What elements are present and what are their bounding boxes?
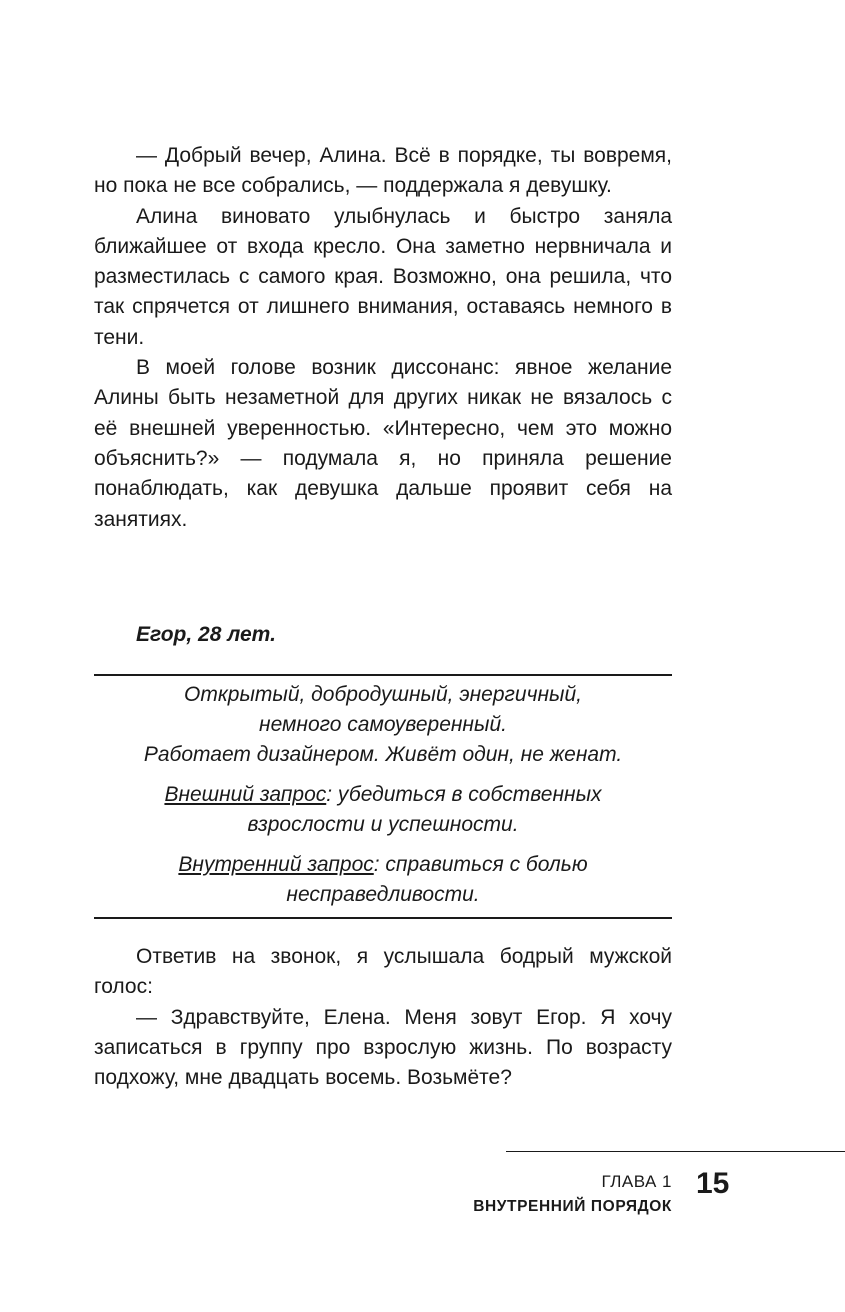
card-top-rule: [94, 674, 672, 676]
top-text: [94, 141, 672, 535]
card-bottom-rule: [94, 917, 672, 919]
character-card: [94, 680, 672, 910]
paragraph: — Добрый вечер, Алина. Всё в порядке, ты вовремя, но пока не все собрались, — поддержала я девушку.: [94, 144, 672, 198]
outer-request-label: Внешний запрос: [164, 783, 327, 806]
outer-request-text: : убедиться в собственных взрослости и успешности.: [247, 783, 602, 836]
inner-request-text: : справиться с болью несправедливости.: [286, 853, 588, 906]
footer-chapter: ГЛАВА 1: [601, 1172, 672, 1191]
card-traits: Открытый, добродушный, энергичный, немного самоуверенный.: [184, 683, 582, 736]
paragraph: — Здравствуйте, Елена. Меня зовут Егор. Я хочу записаться в группу про взрослую жизнь. По возрасту подхожу, мне двадцать восемь. Возьмёте?: [94, 1005, 672, 1090]
card-inner-request: [94, 850, 672, 910]
card-job: Работает дизайнером. Живёт один, не женат.: [143, 743, 623, 766]
card-outer-request: [94, 780, 672, 840]
footer-rule: [506, 1151, 845, 1152]
bottom-text: [94, 942, 672, 1093]
inner-request-label: Внутренний запрос: [178, 853, 374, 876]
page-number: 15: [696, 1167, 730, 1200]
paragraph: Алина виновато улыбнулась и быстро заняла ближайшее от входа кресло. Она заметно нервничала и разместилась с самого края. Возможно, она решила, что так спрячется от лишнего внимания, оставаясь немного в тени.: [94, 204, 672, 349]
paragraph: Ответив на звонок, я услышала бодрый мужской голос:: [94, 945, 672, 999]
footer-chapter-title: ВНУТРЕННИЙ ПОРЯДОК: [473, 1198, 672, 1215]
paragraph: В моей голове возник диссонанс: явное желание Алины быть незаметной для других никак не вязалось с её внешней уверенностью. «Интересно, чем это можно объяснить?» — подумала я, но приняла решение понаблюдать, как девушка дальше проявит себя на занятиях.: [94, 356, 672, 531]
character-card-title: Егор, 28 лет.: [136, 623, 276, 646]
